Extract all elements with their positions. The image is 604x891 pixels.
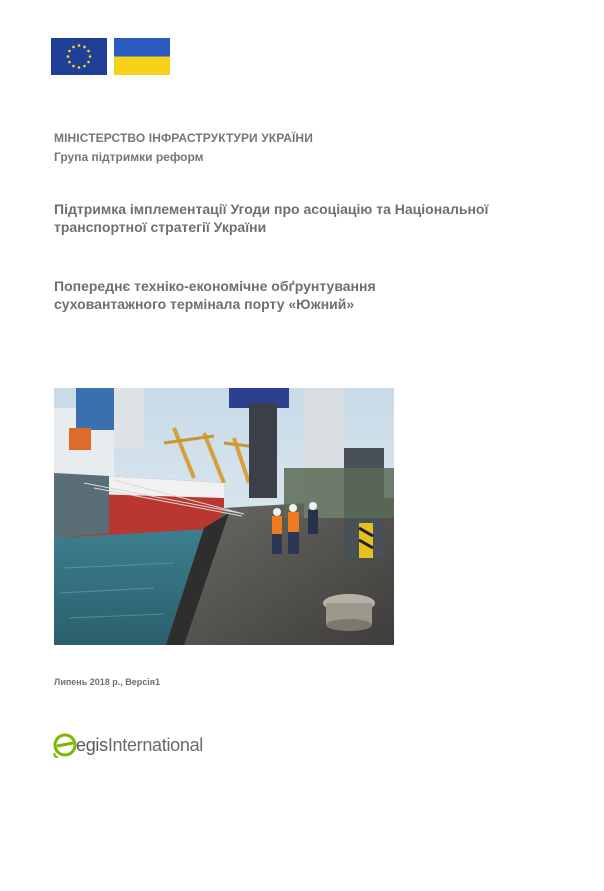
logo-word-international: International <box>107 734 203 755</box>
document-title <box>54 200 554 236</box>
title-line-2: транспортної стратегії України <box>54 219 267 235</box>
eu-star-icon <box>67 55 70 58</box>
eu-star-icon <box>78 66 81 69</box>
document-date-version: Липень 2018 р., Версія1 <box>54 677 161 687</box>
ministry-name: МІНІСТЕРСТВО ІНФРАСТРУКТУРИ УКРАЇНИ <box>54 131 313 145</box>
logo-word-egis: egis <box>76 734 108 755</box>
eu-star-icon <box>68 50 71 53</box>
logo-wordmark <box>76 735 203 756</box>
eu-star-icon <box>87 61 90 64</box>
eu-star-icon <box>83 65 86 68</box>
document-subtitle <box>54 277 554 313</box>
eu-flag-icon <box>51 38 107 75</box>
eu-star-icon <box>72 65 75 68</box>
eu-star-icon <box>78 44 81 47</box>
eu-star-icon <box>89 55 92 58</box>
egis-international-logo <box>52 730 203 760</box>
subtitle-line-2: суховантажного термінала порту «Южний» <box>54 296 355 312</box>
ukraine-flag-icon <box>114 38 170 75</box>
port-berth-photo <box>54 388 394 645</box>
reform-support-group: Група підтримки реформ <box>54 150 204 164</box>
subtitle-line-1: Попереднє техніко-економічне обґрунтування <box>54 278 376 294</box>
eu-star-icon <box>68 61 71 64</box>
eu-star-icon <box>72 46 75 49</box>
title-line-1: Підтримка імплементації Угоди про асоціацію та Національної <box>54 201 489 217</box>
eu-star-icon <box>83 46 86 49</box>
eu-star-icon <box>87 50 90 53</box>
egis-e-logo-icon <box>52 731 78 759</box>
